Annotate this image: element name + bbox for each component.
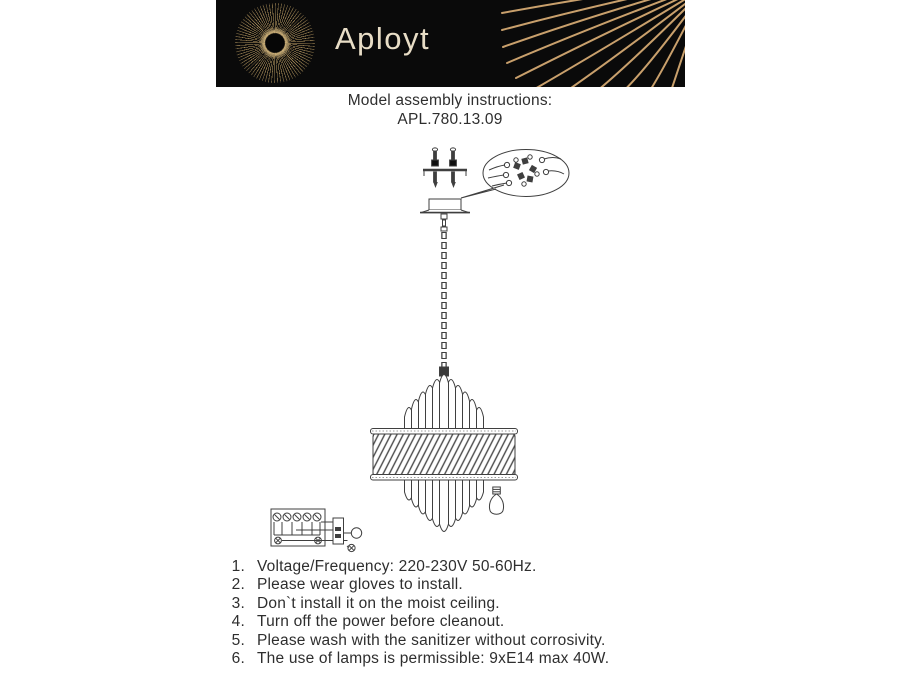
list-item-text: Please wash with the sanitizer without corrosivity. (257, 631, 606, 649)
ceiling-canopy-drawing (420, 199, 470, 231)
list-item-number: 3. (231, 594, 245, 612)
list-item-text: Turn off the power before cleanout. (257, 613, 505, 631)
list-item-text: The use of lamps is permissible: 9xE14 max 40W. (257, 650, 610, 668)
instruction-list (215, 558, 775, 668)
list-item (215, 558, 775, 576)
list-item-number: 4. (231, 613, 245, 631)
list-item (215, 632, 775, 650)
list-item (215, 576, 775, 594)
list-item-number: 5. (231, 631, 245, 649)
model-number: APL.780.13.09 (397, 110, 503, 128)
list-item-number: 2. (231, 576, 245, 594)
list-item-number: 6. (231, 650, 245, 668)
list-item (215, 613, 775, 631)
list-item-text: Voltage/Frequency: 220-230V 50-60Hz. (257, 558, 537, 575)
page-title: Model assembly instructions: (347, 92, 553, 109)
e14-bulb-drawing (489, 487, 503, 514)
wiring-detail-callout (461, 150, 569, 199)
terminal-block-drawing (271, 509, 362, 552)
list-item-text: Please wear gloves to install. (257, 576, 463, 594)
list-item (215, 595, 775, 613)
list-item (215, 650, 775, 668)
mounting-bracket-drawing (423, 148, 467, 188)
list-item-number: 1. (231, 558, 245, 575)
suspension-chain-drawing (440, 232, 449, 376)
list-item-text: Don`t install it on the moist ceiling. (257, 594, 500, 612)
brand-wordmark: Aployt (335, 21, 431, 56)
